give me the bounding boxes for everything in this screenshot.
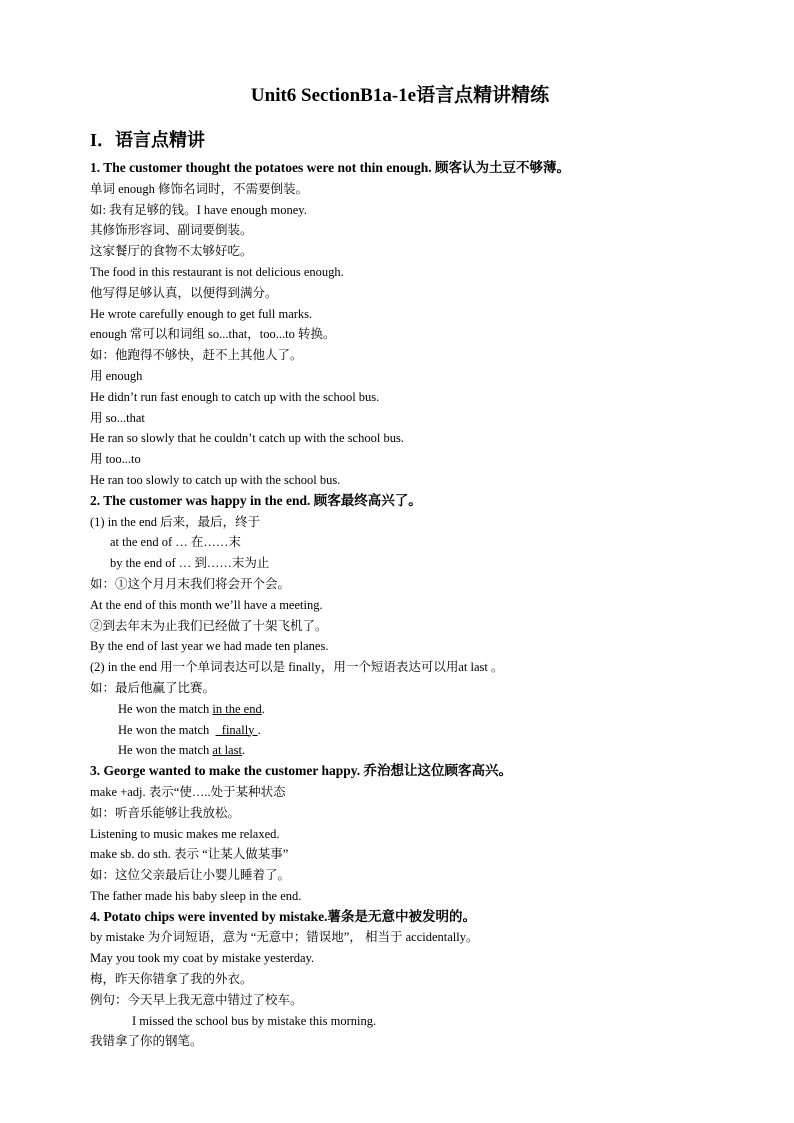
text-line: The father made his baby sleep in the end.: [90, 888, 302, 903]
text-line: At the end of this month we’ll have a meeting.: [90, 597, 323, 612]
text-line: 用 enough: [90, 368, 143, 383]
text-line: I missed the school bus by mistake this morning.: [132, 1013, 377, 1028]
section-heading: I．语言点精讲: [90, 130, 206, 150]
text-line: He didn’t run fast enough to catch up with the school bus.: [90, 389, 380, 404]
text-line: He ran so slowly that he couldn’t catch up with the school bus.: [90, 431, 404, 446]
text-line: He ran too slowly to catch up with the school bus.: [90, 472, 341, 487]
example-sentence: [90, 740, 710, 761]
text-line: make +adj. 表示“使…..处于某种状态: [90, 784, 286, 799]
text-line: at the end of … 在……末: [110, 535, 241, 550]
text-line: 我错拿了你的钢笔。: [90, 1034, 203, 1049]
text-line: Listening to music makes me relaxed.: [90, 826, 280, 841]
text-span: He won the match: [118, 743, 213, 758]
point-4-heading: 4. Potato chips were invented by mistake.薯条是无意中被发明的。: [90, 908, 476, 924]
text-line: ②到去年末为止我们已经做了十架飞机了。: [90, 618, 328, 633]
text-line: 他写得足够认真，以便得到满分。: [90, 285, 278, 300]
document-title: Unit6 SectionB1a-1e语言点精讲精练: [250, 85, 550, 106]
text-line: 用 too...to: [90, 452, 141, 467]
text-line: 如：①这个月月末我们将会开个会。: [90, 576, 291, 591]
text-line: He wrote carefully enough to get full marks.: [90, 306, 313, 321]
text-line: May you took my coat by mistake yesterday.: [90, 951, 315, 966]
text-line: 其修饰形容词、副词要倒装。: [90, 223, 253, 238]
text-line: 如：这位父亲最后让小婴儿睡着了。: [90, 868, 291, 883]
example-sentence: [90, 699, 710, 720]
text-line: 梅，昨天你错拿了我的外衣。: [90, 972, 253, 987]
underlined-answer: finally: [215, 722, 258, 737]
point-2-heading: 2. The customer was happy in the end. 顾客最终高兴了。: [90, 492, 422, 508]
example-sentence: [90, 720, 710, 741]
text-span: .: [241, 743, 246, 758]
text-line: By the end of last year we had made ten planes.: [90, 639, 329, 654]
text-line: 如：听音乐能够让我放松。: [90, 805, 241, 820]
text-span: He won the match: [118, 701, 213, 716]
text-line: 这家餐厅的食物不太够好吃。: [90, 244, 253, 259]
text-span: .: [257, 722, 261, 737]
text-line: (1) in the end 后来，最后，终于: [90, 514, 261, 529]
text-line: make sb. do sth. 表示 “让某人做某事”: [90, 847, 289, 862]
underlined-answer: at last: [212, 743, 242, 758]
text-line: 单词 enough 修饰名词时，不需要倒装。: [90, 181, 309, 196]
text-line: by the end of … 到……末为止: [110, 556, 270, 571]
text-line: enough 常可以和词组 so...that，too...to 转换。: [90, 327, 336, 342]
text-line: 如: 我有足够的钱。I have enough money.: [90, 202, 307, 217]
text-line: 如：他跑得不够快，赶不上其他人了。: [90, 348, 303, 363]
text-line: 例句：今天早上我无意中错过了校车。: [90, 992, 303, 1007]
text-span: He won the match: [118, 722, 216, 737]
text-line: 如：最后他赢了比赛。: [90, 680, 216, 695]
text-line: 用 so...that: [90, 410, 145, 425]
document-page: [90, 82, 710, 1052]
text-span: .: [261, 701, 265, 716]
text-line: by mistake 为介词短语，意为 “无意中；错误地”， 相当于 accidentally。: [90, 930, 479, 945]
text-line: The food in this restaurant is not delicious enough.: [90, 264, 344, 279]
underlined-answer: in the end: [212, 701, 262, 716]
point-1-heading: 1. The customer thought the potatoes were not thin enough. 顾客认为土豆不够薄。: [90, 160, 571, 175]
text-line: (2) in the end 用一个单词表达可以是 finally，用一个短语表达可以用at last 。: [90, 660, 504, 675]
point-3-heading: 3. George wanted to make the customer happy. 乔治想让这位顾客高兴。: [90, 763, 512, 779]
